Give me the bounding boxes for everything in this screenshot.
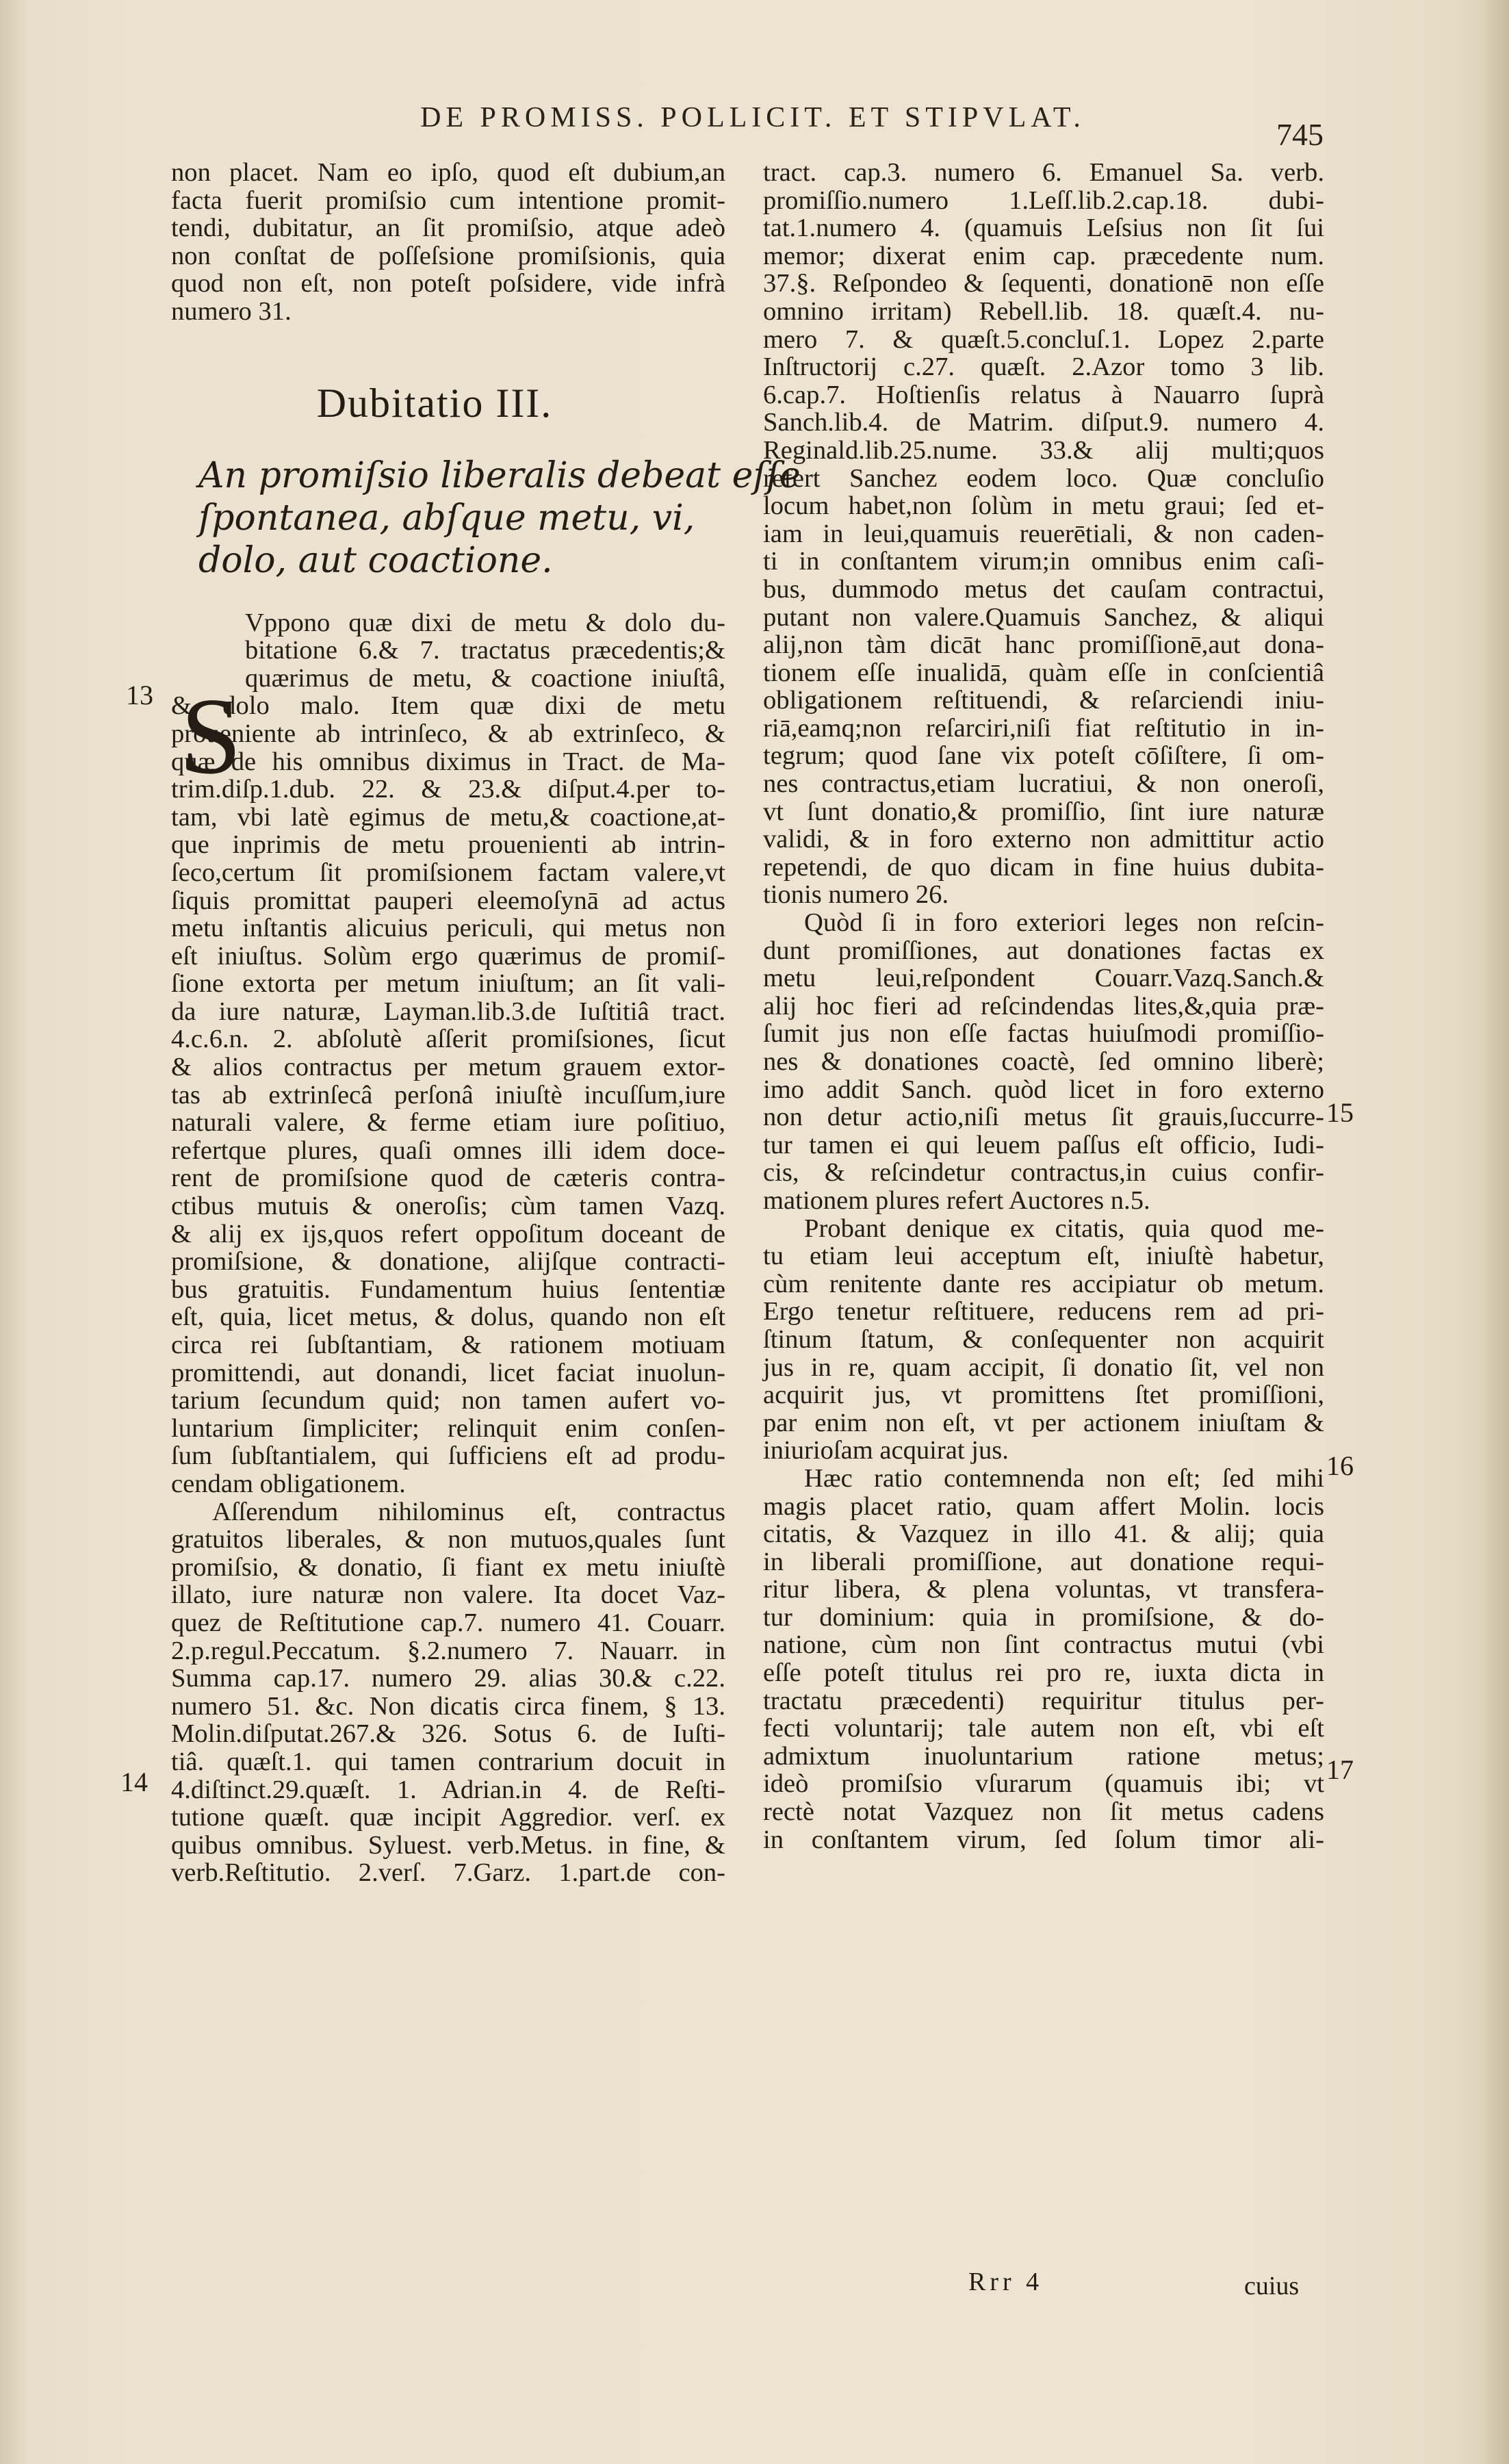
text-line: promiſsio, & donatio, ſi fiant ex metu iniuſtè bbox=[171, 1552, 725, 1582]
text-line: in liberali promiſſione, aut donatione requi- bbox=[763, 1547, 1324, 1576]
text-line: bus gratuitis. Fundamentum huius ſententiæ bbox=[171, 1274, 725, 1304]
text-line: Sanch.lib.4. de Matrim. diſput.9. numero 4. bbox=[763, 408, 1324, 437]
text-line: riā,eamq;non reſarciri,niſi fiat reſtitutio in in- bbox=[763, 713, 1324, 743]
section-17-paragraph bbox=[763, 1465, 1324, 1853]
text-line: in conſtantem virum, ſed ſolum timor ali- bbox=[763, 1825, 1324, 1854]
signature-mark: Rrr 4 bbox=[968, 2268, 1044, 2296]
text-line: quibus omnibus. Syluest. verb.Metus. in fine, & bbox=[171, 1830, 725, 1860]
text-line: naturali valere, & ferme etiam iure poſitiuo, bbox=[171, 1108, 725, 1138]
drop-cap: S bbox=[181, 675, 242, 797]
continuation-paragraph bbox=[763, 159, 1324, 909]
text-line: bitatione 6.& 7. tractatus præcedentis;& bbox=[245, 636, 725, 665]
text-line: ſeco,certum ſit promiſsionem factam valere,vt bbox=[171, 858, 725, 887]
text-line: gratuitos liberales, & non mutuos,quales ſunt bbox=[171, 1525, 725, 1554]
text-line: tu etiam leui acceptum eſt, iniuſtè habetur, bbox=[763, 1242, 1324, 1271]
text-line: 4.diſtinct.29.quæſt. 1. Adrian.in 4. de Reſti- bbox=[171, 1775, 725, 1804]
title-line: dolo, aut coactione. bbox=[198, 539, 553, 581]
text-line: illato, iure naturæ non valere. Ita docet Vaz- bbox=[171, 1580, 725, 1610]
text-line: ti in conſtantem virum;in omnibus enim caſi- bbox=[763, 547, 1324, 576]
text-line: tam, vbi latè egimus de metu,& coactione,at- bbox=[171, 802, 725, 832]
left-column bbox=[171, 158, 801, 1888]
text-line: obligationem reſtituendi, & reſarciendi iniu- bbox=[763, 686, 1324, 715]
text-line: tutione quæſt. quæ incipit Aggredior. verſ. ex bbox=[171, 1803, 725, 1832]
text-line: promiſsione, & donatione, alijſque contracti- bbox=[171, 1247, 725, 1276]
margin-number-14: 14 bbox=[120, 1767, 148, 1797]
section-14-paragraph bbox=[171, 1498, 725, 1887]
text-line: ideò promiſsio vſurarum (quamuis ibi; vt bbox=[763, 1769, 1324, 1799]
text-line: que inprimis de metu prouenienti ab intrin- bbox=[171, 830, 725, 860]
text-line: metu leui,reſpondent Couarr.Vazq.Sanch.& bbox=[763, 964, 1324, 993]
margin-number-15: 15 bbox=[1326, 1097, 1354, 1128]
catchword: cuius bbox=[1244, 2272, 1300, 2300]
text-line: 6.cap.7. Hoſtienſis relatus à Nauarro ſuprà bbox=[763, 380, 1324, 409]
text-line: eſſe poteſt titulus rei pro re, iuxta dicta in bbox=[763, 1658, 1324, 1688]
running-title: DE PROMISS. POLLICIT. ET STIPVLAT. bbox=[420, 102, 1085, 133]
text-line: metu inſtantis alicuius periculi, qui metus non bbox=[171, 914, 725, 943]
text-line: ſum ſubſtantialem, qui ſufficiens eſt ad produ- bbox=[171, 1441, 725, 1471]
text-line: admixtum inuoluntarium ratione metus; bbox=[763, 1741, 1324, 1771]
text-line: nes & donationes coactè, ſed omnino liberè; bbox=[763, 1047, 1324, 1076]
text-line: trim.diſp.1.dub. 22. & 23.& diſput.4.per to- bbox=[171, 775, 725, 804]
text-line: putant non valere.Quamuis Sanchez, & aliqui bbox=[763, 602, 1324, 632]
text-line: facta fuerit promiſsio cum intentione promit- bbox=[171, 185, 725, 215]
text-line: cùm renitente dante res accipiatur ob metum. bbox=[763, 1269, 1324, 1298]
margin-number-13: 13 bbox=[126, 680, 153, 710]
text-line: vt ſunt donatio,& promiſſio, ſint iure naturæ bbox=[763, 797, 1324, 826]
text-line: ctibus mutuis & oneroſis; cùm tamen Vazq. bbox=[171, 1192, 725, 1221]
dubitatio-title bbox=[171, 454, 801, 582]
text-line: Reginald.lib.25.nume. 33.& alij multi;quos bbox=[763, 435, 1324, 465]
text-line: Ergo tenetur reſtituere, reducens rem ad pri- bbox=[763, 1297, 1324, 1326]
text-line: & alios contractus per metum grauem extor- bbox=[171, 1053, 725, 1082]
margin-number-16: 16 bbox=[1326, 1450, 1354, 1481]
text-line: tract. cap.3. numero 6. Emanuel Sa. verb. bbox=[763, 158, 1324, 187]
text-line: validi, & in foro externo non admittitur actio bbox=[763, 825, 1324, 854]
text-line: promittendi, aut donandi, licet faciat inuolun- bbox=[171, 1358, 725, 1387]
text-line: omnino irritam) Rebell.lib. 18. quæſt.4. nu- bbox=[763, 296, 1324, 326]
text-line: citatis, & Vazquez in illo 41. & alij; quia bbox=[763, 1519, 1324, 1549]
text-line: memor; dixerat enim cap. præcedente num. bbox=[763, 241, 1324, 270]
intro-paragraph bbox=[171, 159, 725, 326]
text-line: alij,non tàm dicāt hanc promiſſionē,aut dona- bbox=[763, 630, 1324, 660]
text-line: iam in leui,quamuis reuerētiali, & non caden- bbox=[763, 519, 1324, 548]
text-line: ſumit jus non eſſe factas huiuſmodi promiſſio- bbox=[763, 1019, 1324, 1049]
text-line: ritur libera, & plena voluntas, vt transfera- bbox=[763, 1575, 1324, 1604]
text-line: quærimus de metu, & coactione iniuſtâ, bbox=[245, 663, 725, 693]
page-number: 745 bbox=[1276, 117, 1324, 152]
text-line: ſtinum ſtatum, & conſequenter non acquirit bbox=[763, 1324, 1324, 1354]
margin-number-17: 17 bbox=[1326, 1754, 1354, 1785]
text-line: non detur actio,niſi metus ſit grauis,ſuccurre- bbox=[763, 1103, 1324, 1132]
text-line: circa rei ſubſtantiam, & rationem motiuam bbox=[171, 1331, 725, 1359]
title-line: An promiſsio liberalis debeat eſſe bbox=[198, 454, 801, 496]
text-line: ſiquis promittat pauperi eleemoſynā ad actus bbox=[171, 886, 725, 915]
section-13-paragraph bbox=[171, 609, 725, 1498]
text-line: tionem eſſe inualidā, quàm eſſe in conſcientiâ bbox=[763, 658, 1324, 687]
text-line: alij hoc fieri ad reſcindendas lites,&,quia præ- bbox=[763, 991, 1324, 1021]
text-line: & dolo malo. Item quæ dixi de metu bbox=[171, 691, 725, 721]
text-line: bus, dummodo metus det cauſam contractui, bbox=[763, 574, 1324, 604]
text-line: Summa cap.17. numero 29. alias 30.& c.22. bbox=[171, 1664, 725, 1693]
text-line: luntarium ſimpliciter; relinquit enim conſen- bbox=[171, 1413, 725, 1443]
text-line: proueniente ab intrinſeco, & ab extrinſeco, & bbox=[171, 719, 725, 748]
text-line: & alij ex ijs,quos refert oppoſitum doceant de bbox=[171, 1219, 725, 1248]
text-line: 37.§. Reſpondeo & ſequenti, donationē non eſſe bbox=[763, 269, 1324, 298]
text-line: quod non eſt, non poteſt poſsidere, vide infrà bbox=[171, 269, 725, 298]
text-line: jus in re, quam accipit, ſi donatio ſit, vel non bbox=[763, 1352, 1324, 1382]
text-line: eſt iniuſtus. Solùm ergo quærimus de promiſ- bbox=[171, 941, 725, 971]
section-15-paragraph bbox=[763, 909, 1324, 1215]
text-line: 2.p.regul.Peccatum. §.2.numero 7. Nauarr. in bbox=[171, 1636, 725, 1665]
text-line: quæ de his omnibus diximus in Tract. de Ma- bbox=[171, 747, 725, 776]
text-line: rent de promiſsione quod de cæteris contra- bbox=[171, 1164, 725, 1193]
text-line: numero 31. bbox=[171, 296, 292, 326]
text-line: fecti voluntarij; tale autem non eſt, vbi eſt bbox=[763, 1714, 1324, 1743]
text-line: Aſſerendum nihilominus eſt, contractus bbox=[212, 1497, 725, 1526]
text-line: tionis numero 26. bbox=[763, 880, 949, 910]
text-line: tur tamen ei qui leuem paſſus eſt officio, Iudi- bbox=[763, 1130, 1324, 1159]
text-line: non conſtat de poſſeſsione promiſsionis, quia bbox=[171, 241, 725, 270]
text-line: tractatu præcedenti) requiritur titulus per- bbox=[763, 1686, 1324, 1715]
text-line: tur dominium: quia in promiſsione, & do- bbox=[763, 1602, 1324, 1632]
text-line: 4.c.6.n. 2. abſolutè aſſerit promiſsiones, ſicut bbox=[171, 1025, 725, 1054]
text-line: ſione extorta per metum iniuſtum; an ſit vali- bbox=[171, 969, 725, 999]
text-line: tendi, dubitatur, an ſit promiſsio, atque adeò bbox=[171, 214, 725, 243]
text-line: refertque plures, quaſi omnes illi idem doce- bbox=[171, 1135, 725, 1165]
text-line: natione, cùm non ſint contractus mutui (vbi bbox=[763, 1630, 1324, 1660]
text-line: par enim non eſt, vt per actionem iniuſtam & bbox=[763, 1408, 1324, 1437]
text-line: da iure naturæ, Layman.lib.3.de Iuſtitiâ tract. bbox=[171, 997, 725, 1026]
text-line: Probant denique ex citatis, quia quod me- bbox=[804, 1214, 1324, 1243]
text-line: mero 7. & quæſt.5.concluſ.1. Lopez 2.parte bbox=[763, 324, 1324, 354]
text-line: Hæc ratio contemnenda non eſt; ſed mihi bbox=[804, 1463, 1324, 1493]
text-line: nes contractus,etiam lucratiui, & non oneroſi, bbox=[763, 769, 1324, 799]
text-line: numero 51. &c. Non dicatis circa finem, § 13. bbox=[171, 1691, 725, 1721]
text-line: tegrum; quod ſane vix poteſt cōſiſtere, ſi om- bbox=[763, 741, 1324, 771]
text-line: tas ab extrinſecâ perſonâ iniuſtè incuſſum,iure bbox=[171, 1080, 725, 1109]
dubitatio-heading: Dubitatio III. bbox=[316, 380, 553, 426]
text-line: Quòd ſi in foro exteriori leges non reſcin- bbox=[804, 908, 1324, 938]
section-16-paragraph bbox=[763, 1215, 1324, 1465]
page-fold-shadow bbox=[1482, 0, 1509, 2464]
text-line: cis, & reſcindetur contractus,in cuius confir- bbox=[763, 1158, 1324, 1188]
text-line: tarium ſecundum quid; non tamen aufert vo- bbox=[171, 1386, 725, 1415]
text-line: tiâ. quæſt.1. qui tamen contrarium docuit in bbox=[171, 1747, 725, 1776]
text-line: acquirit jus, vt promittens ſtet promiſſioni, bbox=[763, 1381, 1324, 1410]
text-line: tat.1.numero 4. (quamuis Leſsius non ſit ſui bbox=[763, 214, 1324, 243]
text-line: dunt promiſſiones, aut donationes factas ex bbox=[763, 936, 1324, 965]
text-line: non placet. Nam eo ipſo, quod eſt dubium,an bbox=[171, 158, 725, 187]
right-column bbox=[763, 159, 1324, 1853]
text-line: locum habet,non ſolùm in metu graui; ſed et- bbox=[763, 491, 1324, 521]
text-line: refert Sanchez eodem loco. Quæ concluſio bbox=[763, 463, 1324, 493]
text-line: verb.Reſtitutio. 2.verſ. 7.Garz. 1.part.de con- bbox=[171, 1858, 725, 1888]
text-line: promiſſio.numero 1.Leſſ.lib.2.cap.18. dubi- bbox=[763, 185, 1324, 215]
text-line: Vppono quæ dixi de metu & dolo du- bbox=[245, 608, 725, 637]
text-line: magis placet ratio, quam affert Molin. locis bbox=[763, 1491, 1324, 1521]
text-line: rectè notat Vazquez non ſit metus cadens bbox=[763, 1797, 1324, 1827]
text-line: mationem plures refert Auctores n.5. bbox=[763, 1185, 1150, 1215]
text-line: quez de Reſtitutione cap.7. numero 41. Couarr. bbox=[171, 1608, 725, 1637]
text-line: repetendi, de quo dicam in fine huius dubita- bbox=[763, 852, 1324, 882]
text-line: iniurioſam acquirat jus. bbox=[763, 1436, 1009, 1465]
title-line: ſpontanea, abſque metu, vi, bbox=[198, 497, 695, 539]
text-line: imo addit Sanch. quòd licet in foro externo bbox=[763, 1075, 1324, 1104]
text-line: Molin.diſputat.267.& 326. Sotus 6. de Iuſti- bbox=[171, 1719, 725, 1749]
text-line: Inſtructorij c.27. quæſt. 2.Azor tomo 3 lib. bbox=[763, 352, 1324, 382]
text-line: cendam obligationem. bbox=[171, 1469, 406, 1498]
text-line: eſt, quia, licet metus, & dolus, quando non eſt bbox=[171, 1302, 725, 1332]
